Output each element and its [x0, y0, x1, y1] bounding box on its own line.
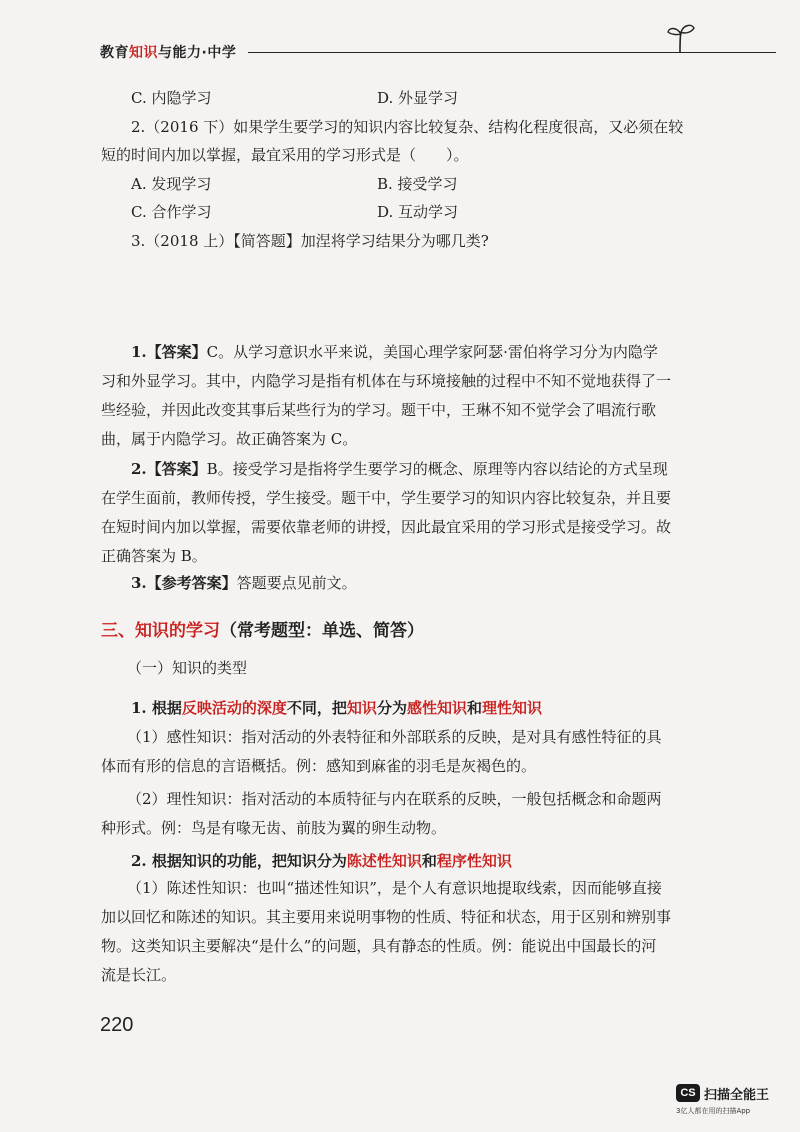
point-2-highlight-b: 程序性知识	[436, 852, 512, 870]
answer-3-label: 3.【参考答案】	[131, 574, 237, 592]
scanner-app-name: 扫描全能王	[704, 1088, 770, 1103]
header-rule	[248, 52, 776, 53]
scanner-tagline: 3亿人都在用的扫描App	[676, 1107, 751, 1115]
q2-option-c: C. 合作学习	[131, 203, 212, 221]
section-title	[101, 616, 424, 641]
answer-1-label: 1.【答案】	[131, 343, 207, 361]
answer-2	[101, 455, 671, 571]
header-title-part2: 与能力·中学	[158, 45, 237, 61]
point-1-text-a: 1. 根据	[131, 699, 182, 717]
point-2a: （1）陈述性知识：也叫“描述性知识”，是个人有意识地提取线索，因而能够直接加以回忆和陈述的知识。其主要用来说明事物的性质、特征和状态，用于区别和辨别事物。这类知识主要解决“是什么”的问题，具有静态的性质。例：能说出中国最长的河流是长江。	[101, 879, 672, 984]
section-title-highlight: 知识的学习	[135, 621, 220, 641]
answer-1-text: C。从学习意识水平来说，美国心理学家阿瑟·雷伯将学习分为内隐学习和外显学习。其中，内隐学习是指有机体在与环境接触的过程中不知不觉地获得了一些经验，并因此改变其事后某些行为的学习。题干中，王琳不知不觉学会了唱流行歌曲，属于内隐学习。故正确答案为 C。	[101, 343, 672, 448]
point-2-heading	[131, 850, 512, 871]
header-title-part1: 教育	[100, 45, 129, 61]
point-2-text-b: 和	[421, 852, 437, 870]
point-1-highlight-d: 理性知识	[481, 699, 542, 717]
point-1-highlight-a: 反映活动的深度	[181, 699, 287, 717]
q1-option-d: D. 外显学习	[377, 89, 459, 107]
q2-option-a: A. 发现学习	[131, 175, 212, 193]
point-1b: （2）理性知识：指对活动的本质特征与内在联系的反映，一般包括概念和命题两种形式。例：鸟是有喙无齿、前肢为翼的卵生动物。	[101, 790, 662, 837]
section-number: 三、	[101, 621, 135, 641]
q2-option-b: B. 接受学习	[377, 175, 458, 193]
header-title	[100, 42, 236, 62]
answer-2-text: B。接受学习是指将学生要学习的概念、原理等内容以结论的方式呈现在学生面前，教师传授，学生接受。题干中，学生要学习的知识内容比较复杂，并且要在短时间内加以掌握，需要依靠老师的讲授，因此最宜采用的学习形式是接受学习。故正确答案为 B。	[101, 460, 672, 565]
scanner-watermark	[676, 1084, 796, 1124]
point-1-highlight-b: 知识	[346, 699, 377, 717]
camscanner-logo-icon: CS	[676, 1084, 700, 1102]
answer-2-label: 2.【答案】	[131, 460, 207, 478]
answer-3	[131, 573, 357, 593]
subsection-title: （一）知识的类型	[127, 659, 248, 677]
point-1-text-b: 不同，把	[286, 699, 347, 717]
q2-option-d: D. 互动学习	[377, 203, 459, 221]
q2-stem-line1: 2.（2016 下）如果学生要学习的知识内容比较复杂、结构化程度很高，又必须在较	[131, 118, 684, 136]
point-1-highlight-c: 感性知识	[406, 699, 467, 717]
running-header	[100, 40, 700, 70]
sprout-icon	[666, 22, 696, 56]
point-1a: （1）感性知识：指对活动的外表特征和外部联系的反映，是对具有感性特征的具体而有形的信息的言语概括。例：感知到麻雀的羽毛是灰褐色的。	[101, 728, 662, 775]
answer-1	[101, 338, 671, 454]
header-title-highlight: 知识	[129, 45, 158, 61]
section-title-rest: （常考题型：单选、简答）	[220, 621, 424, 641]
point-2-highlight-a: 陈述性知识	[346, 852, 422, 870]
point-1-heading	[131, 697, 542, 718]
q2-stem-line2: 短的时间内加以掌握，最宜采用的学习形式是（ ）。	[101, 146, 469, 164]
page-number: 220	[100, 1014, 134, 1036]
q3-stem: 3.（2018 上）【简答题】加涅将学习结果分为哪几类?	[131, 232, 489, 250]
answer-3-text: 答题要点见前文。	[236, 574, 357, 592]
point-1-text-c: 分为	[376, 699, 407, 717]
point-1-text-d: 和	[466, 699, 482, 717]
q1-option-c: C. 内隐学习	[131, 89, 212, 107]
point-2-text-a: 2. 根据知识的功能，把知识分为	[131, 852, 347, 870]
